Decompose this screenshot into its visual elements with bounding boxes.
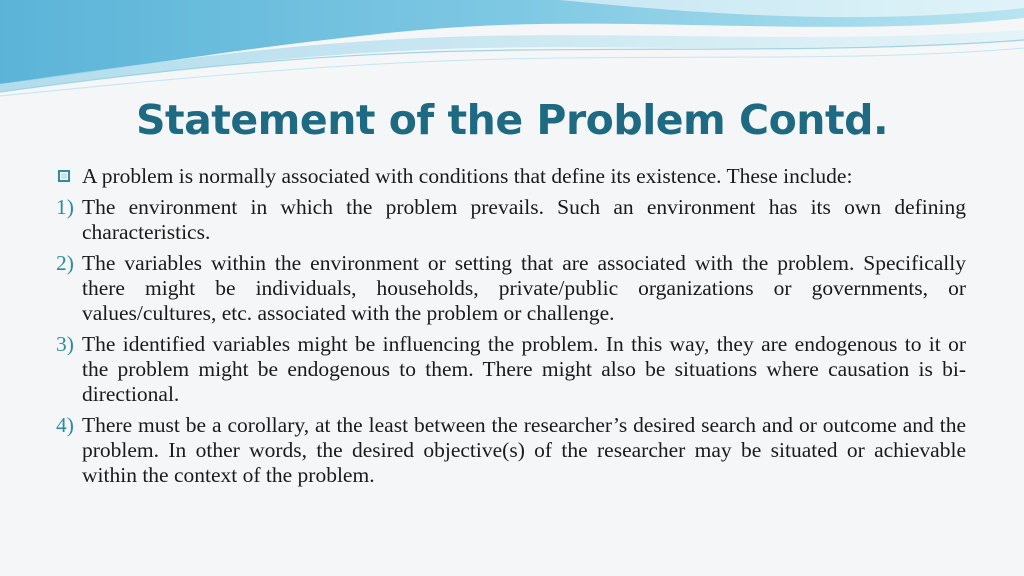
list-number: 1) — [56, 195, 74, 219]
list-item — [56, 195, 966, 245]
list-item-text: The identified variables might be influencing the problem. In this way, they are endogenous to it or the problem might be endogenous to them. There might also be situations where causation is bi-directional. — [82, 332, 966, 406]
intro-text: A problem is normally associated with conditions that define its existence. These include: — [82, 164, 853, 188]
list-item — [56, 332, 966, 407]
list-item — [56, 413, 966, 488]
intro-paragraph — [56, 164, 966, 189]
checkbox-bullet-icon — [58, 170, 70, 182]
list-number: 2) — [56, 251, 74, 275]
list-item-text: There must be a corollary, at the least between the researcher’s desired search and or outcome and the problem. In other words, the desired objective(s) of the researcher may be situated or achievable within the context of the problem. — [82, 413, 966, 487]
slide-title: Statement of the Problem Contd. — [135, 96, 889, 144]
list-item-text: The environment in which the problem prevails. Such an environment has its own defining characteristics. — [82, 195, 966, 244]
list-number: 4) — [56, 413, 74, 437]
list-item — [56, 251, 966, 326]
decorative-wave-banner — [0, 0, 1024, 100]
list-item-text: The variables within the environment or setting that are associated with the problem. Specifically there might be individuals, households, private/public organizations or governments, or values/cultures, etc. associated with the problem or challenge. — [82, 251, 966, 325]
slide-body — [56, 164, 966, 494]
list-number: 3) — [56, 332, 74, 356]
